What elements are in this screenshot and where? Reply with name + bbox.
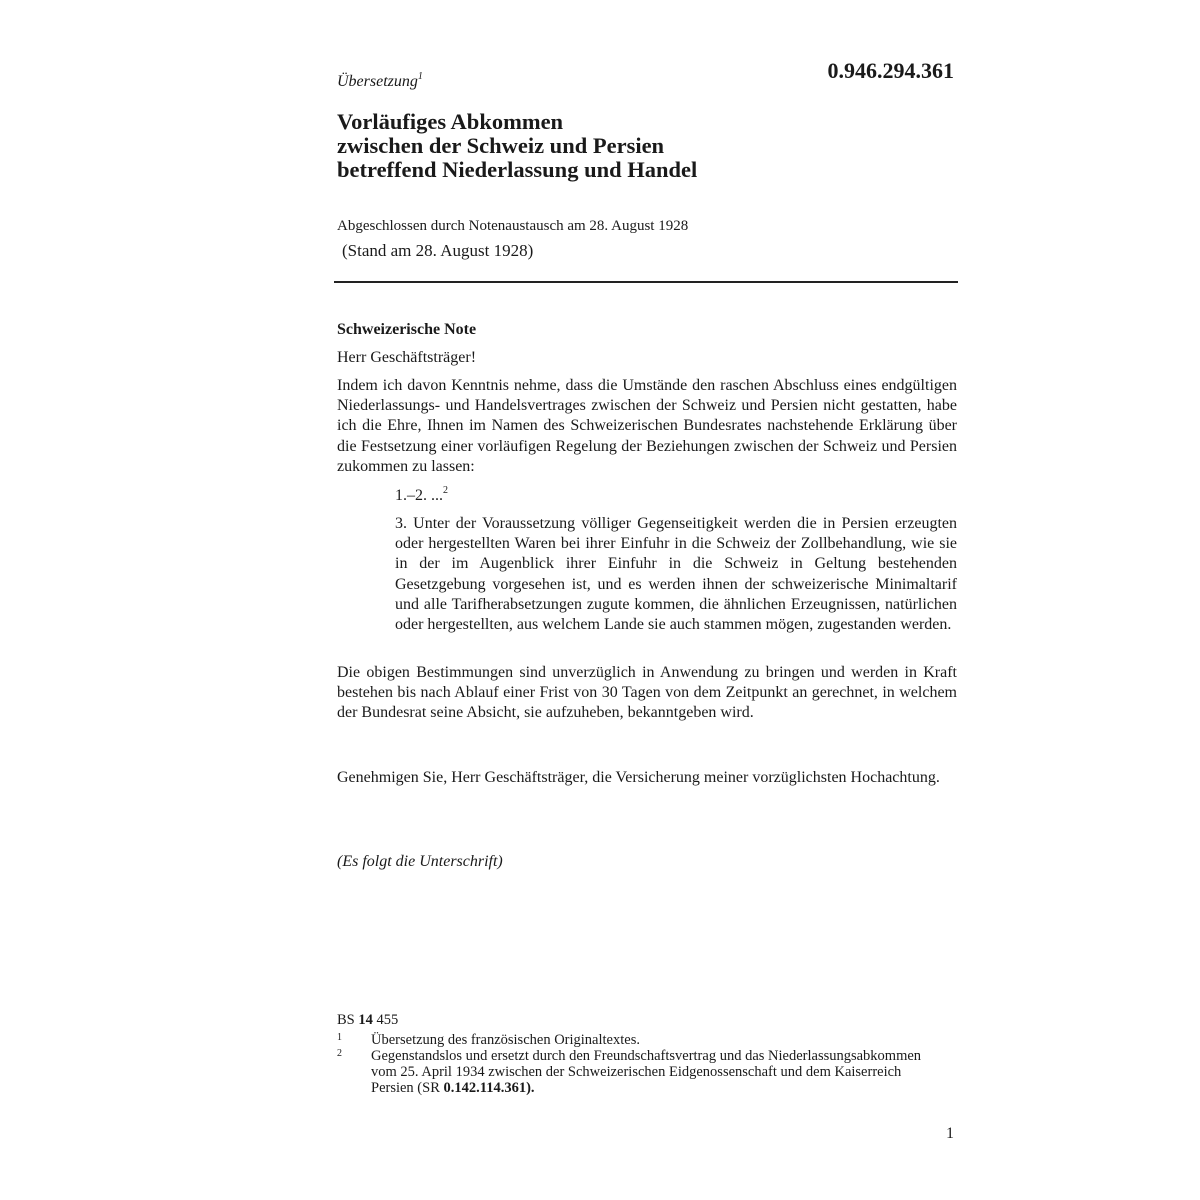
document-title xyxy=(337,110,957,182)
title-line-1: Vorläufiges Abkommen xyxy=(337,109,564,134)
translation-label xyxy=(337,70,423,91)
footnote-2 xyxy=(337,1048,957,1096)
signature-note: (Es folgt die Unterschrift) xyxy=(337,853,503,870)
status-date: (Stand am 28. August 1928) xyxy=(342,241,534,260)
footnote-text-body: Gegenstandslos und ersetzt durch den Freundschaftsvertrag und das Niederlassungsabkommen vom 25. April 1934 zwischen der Schweizerischen Eidgenossenschaft und dem Kaiserreich Persien (SR xyxy=(371,1048,922,1096)
page-number: 1 xyxy=(946,1125,954,1142)
closing-formula: Genehmigen Sie, Herr Geschäftsträger, die Versicherung meiner vorzüglichsten Hochachtung. xyxy=(337,769,940,786)
sr-number: 0.946.294.361 xyxy=(827,58,954,83)
footnote-text xyxy=(371,1048,931,1096)
footnote-text: Übersetzung des französischen Originaltextes. xyxy=(371,1032,640,1048)
footnote-number: 1 xyxy=(337,1032,342,1043)
item-3: 3. Unter der Voraussetzung völliger Gegenseitigkeit werden die in Persien erzeugten oder hergestellten Waren bei ihrer Einfuhr in die Schweiz der Zollbehandlung, wie sie in der im Augenblick ihrer Einfuhr in die Schweiz in Geltung bestehenden Gesetzgebung vorgesehen ist, und es werden ihnen der schweizerische Minimaltarif und alle Tarifherabsetzungen zugute kommen, die ähnlichen Erzeugnissen, natürlichen oder hergestellten, aus welchem Lande sie auch stammen mögen, zugestanden werden. xyxy=(395,515,957,634)
footnote-number: 2 xyxy=(337,1048,342,1059)
footnote-ref-1[interactable]: 1 xyxy=(417,70,423,82)
paragraph-intro: Indem ich davon Kenntnis nehme, dass die Umstände den raschen Abschluss eines endgültigen Niederlassungs- und Handelsvertrages zwischen der Schweiz und Persien nicht gestatten, habe ich die Ehre, Ihnen im Namen des Schweizerischen Bundesrates nachstehende Erklärung über die Festsetzung einer vorläufigen Regelung der Beziehungen zwischen der Schweiz und Persien zukommen zu lassen: xyxy=(337,377,957,475)
translation-label-text: Übersetzung xyxy=(337,73,418,90)
section-heading: Schweizerische Note xyxy=(337,321,477,338)
bs-reference xyxy=(337,1012,398,1029)
concluded-date: Abgeschlossen durch Notenaustausch am 28. August 1928 xyxy=(337,218,689,234)
paragraph-provisions: Die obigen Bestimmungen sind unverzüglich in Anwendung zu bringen und werden in Kraft bestehen bis nach Ablauf einer Frist von 30 Tagen von dem Zeitpunkt an gerechnet, in welchem der Bundesrat seine Absicht, sie aufzuheben, bekanntgeben wird. xyxy=(337,664,957,722)
footnote-ref-2[interactable]: 2 xyxy=(443,484,448,496)
item-omitted-text: 1.–2. ... xyxy=(395,487,443,504)
bs-page: 455 xyxy=(376,1012,399,1028)
title-line-3: betreffend Niederlassung und Handel xyxy=(337,157,698,182)
item-omitted xyxy=(395,486,957,506)
title-line-2: zwischen der Schweiz und Persien xyxy=(337,133,665,158)
bs-prefix: BS xyxy=(337,1012,355,1028)
bs-volume: 14 xyxy=(358,1012,373,1028)
sr-reference-link[interactable]: 0.142.114.361). xyxy=(443,1080,535,1096)
footnote-1 xyxy=(337,1032,957,1048)
header-divider xyxy=(334,281,958,283)
footnotes xyxy=(337,1032,957,1096)
salutation: Herr Geschäftsträger! xyxy=(337,349,477,366)
